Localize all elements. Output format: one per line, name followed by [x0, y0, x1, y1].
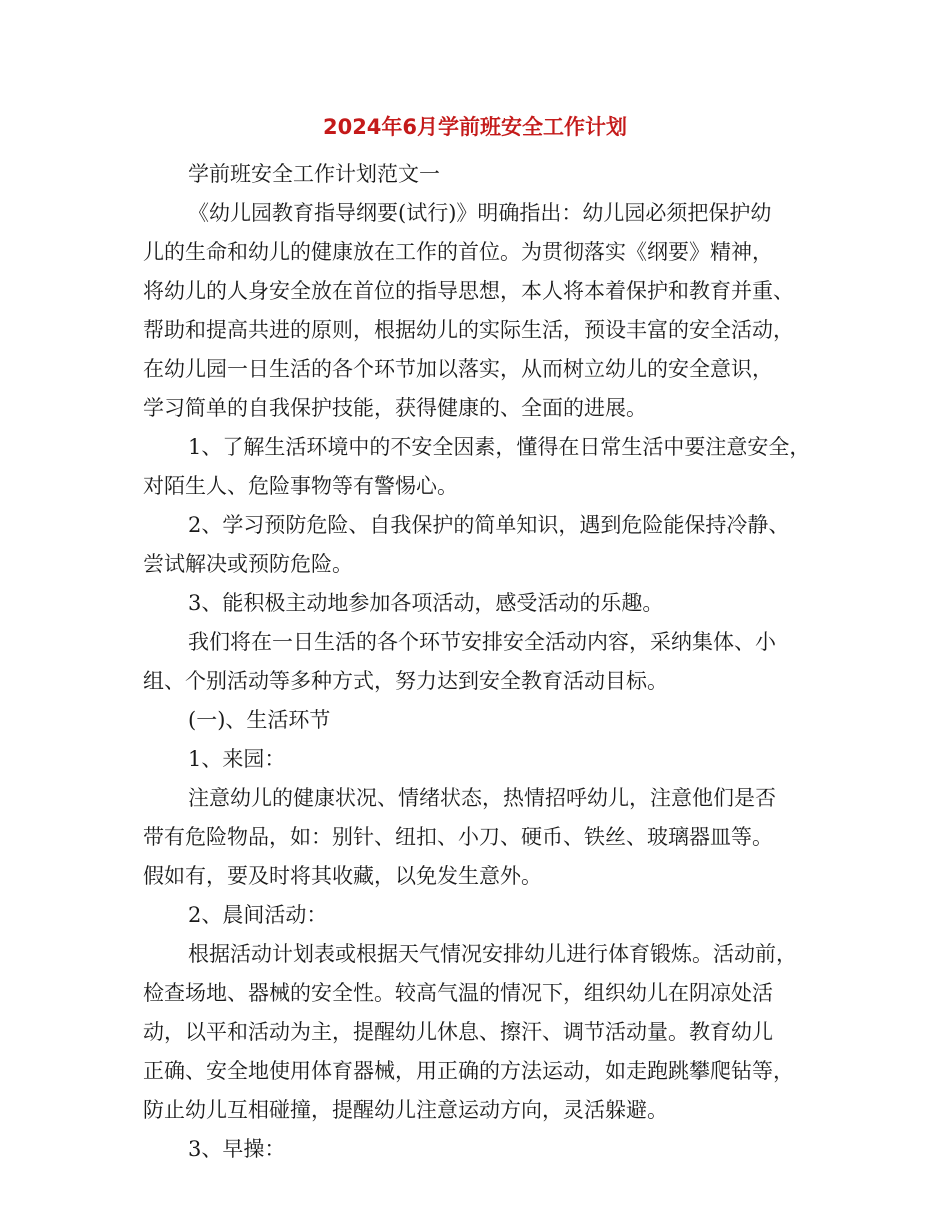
paragraph-line: (一)、生活环节 — [188, 708, 331, 732]
document-body — [143, 155, 823, 1169]
paragraph-line: 假如有，要及时将其收藏，以免发生意外。 — [143, 864, 542, 888]
paragraph-line: 2、晨间活动： — [188, 903, 328, 927]
paragraph-line: 儿的生命和幼儿的健康放在工作的首位。为贯彻落实《纲要》精神， — [143, 240, 773, 264]
paragraph-line: 防止幼儿互相碰撞，提醒幼儿注意运动方向，灵活躲避。 — [143, 1098, 668, 1122]
paragraph-line: 3、早操： — [188, 1137, 286, 1161]
paragraph-line: 正确、安全地使用体育器械，用正确的方法运动，如走跑跳攀爬钻等， — [143, 1059, 794, 1083]
paragraph-line: 带有危险物品，如：别针、纽扣、小刀、硬币、铁丝、玻璃器皿等。 — [143, 825, 773, 849]
paragraph-line: 1、来园： — [188, 747, 286, 771]
paragraph-line: 动，以平和活动为主，提醒幼儿休息、擦汗、调节活动量。教育幼儿 — [143, 1020, 773, 1044]
paragraph-line: 将幼儿的人身安全放在首位的指导思想，本人将本着保护和教育并重、 — [143, 279, 794, 303]
paragraph-line: 学习简单的自我保护技能，获得健康的、全面的进展。 — [143, 396, 647, 420]
paragraph-line: 组、个别活动等多种方式，努力达到安全教育活动目标。 — [143, 669, 668, 693]
paragraph-line: 尝试解决或预防危险。 — [143, 552, 353, 576]
paragraph-line: 检查场地、器械的安全性。较高气温的情况下，组织幼儿在阴凉处活 — [143, 981, 773, 1005]
paragraph-line: 3、能积极主动地参加各项活动，感受活动的乐趣。 — [188, 591, 664, 615]
paragraph-line: 学前班安全工作计划范文一 — [188, 162, 440, 186]
paragraph-line: 我们将在一日生活的各个环节安排安全活动内容，采纳集体、小 — [188, 630, 776, 654]
paragraph-line: 在幼儿园一日生活的各个环节加以落实，从而树立幼儿的安全意识， — [143, 357, 773, 381]
paragraph-line: 1、了解生活环境中的不安全因素，懂得在日常生活中要注意安全， — [188, 435, 811, 459]
paragraph-line: 2、学习预防危险、自我保护的简单知识，遇到危险能保持冷静、 — [188, 513, 790, 537]
paragraph-line: 《幼儿园教育指导纲要(试行)》明确指出：幼儿园必须把保护幼 — [188, 201, 772, 225]
paragraph-line: 注意幼儿的健康状况、情绪状态，热情招呼幼儿，注意他们是否 — [188, 786, 776, 810]
paragraph-line: 对陌生人、危险事物等有警惕心。 — [143, 474, 458, 498]
paragraph-line: 帮助和提高共进的原则，根据幼儿的实际生活，预设丰富的安全活动， — [143, 318, 794, 342]
paragraph-line: 根据活动计划表或根据天气情况安排幼儿进行体育锻炼。活动前， — [188, 942, 797, 966]
document-title: 2024年6月学前班安全工作计划 — [322, 115, 628, 139]
